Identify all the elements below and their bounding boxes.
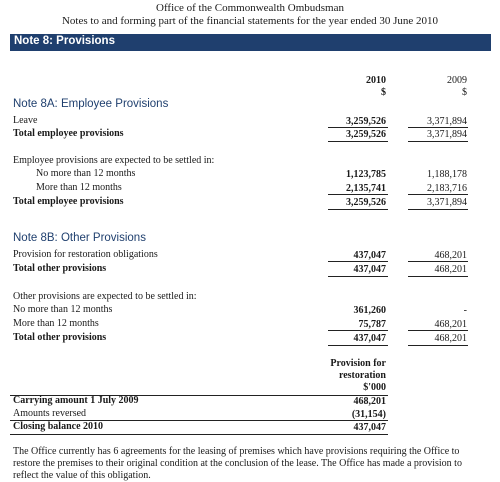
value-restoration-2009: 468,201 (434, 250, 467, 261)
value-other-no-more-12-2009: - (463, 305, 467, 316)
row-label-total-other: Total other provisions (13, 263, 107, 274)
rule (408, 194, 468, 195)
value-total-employee-2010: 3,259,526 (346, 129, 386, 140)
value-carrying-amount: 468,201 (353, 396, 386, 407)
value-other-no-more-12-2010: 361,260 (353, 305, 386, 316)
row-label-no-more-12: No more than 12 months (36, 168, 136, 179)
settled-intro-other: Other provisions are expected to be settled in: (13, 291, 197, 302)
value-closing-balance: 437,047 (353, 422, 386, 433)
rule (408, 141, 468, 142)
value-more-12-2010: 2,135,741 (346, 183, 386, 194)
rule (10, 434, 388, 435)
value-total-employee-settled-2010: 3,259,526 (346, 197, 386, 208)
value-no-more-12-2009: 1,188,178 (427, 169, 467, 180)
movement-header-line1: Provision for (330, 358, 386, 369)
value-no-more-12-2010: 1,123,785 (346, 169, 386, 180)
row-label-closing-balance: Closing balance 2010 (13, 421, 104, 432)
value-more-12-2009: 2,183,716 (427, 183, 467, 194)
row-label-carrying-amount: Carrying amount 1 July 2009 (13, 395, 139, 406)
rule (328, 276, 388, 277)
movement-header-unit: $'000 (363, 382, 386, 393)
row-label-leave: Leave (13, 115, 38, 126)
value-leave-2009: 3,371,894 (427, 116, 467, 127)
value-leave-2010: 3,259,526 (346, 116, 386, 127)
settled-intro-employee: Employee provisions are expected to be settled in: (13, 155, 215, 166)
row-label-more-12: More than 12 months (36, 182, 122, 193)
office-title: Office of the Commonwealth Ombudsman (156, 2, 344, 14)
column-unit-2009: $ (462, 87, 467, 98)
row-label-other-more-12: More than 12 months (13, 318, 99, 329)
rule (408, 276, 468, 277)
rule (328, 209, 388, 210)
section-heading-8b: Note 8B: Other Provisions (13, 232, 146, 244)
column-unit-2010: $ (381, 87, 386, 98)
rule (408, 209, 468, 210)
value-total-other-2009: 468,201 (434, 264, 467, 275)
row-label-total-employee-settled: Total employee provisions (13, 196, 124, 207)
value-total-other-2010: 437,047 (353, 264, 386, 275)
rule (408, 127, 468, 128)
value-total-employee-2009: 3,371,894 (427, 129, 467, 140)
row-label-total-employee: Total employee provisions (13, 128, 124, 139)
rule (328, 261, 388, 262)
note-title-bar (10, 34, 491, 51)
value-amounts-reversed: (31,154) (351, 409, 386, 420)
footnote-paragraph: The Office currently has 6 agreements for the leasing of premises which have provisions requiring the Office to restore the premises to their original condition at the conclusion of the lease. The Office has made a provision to reflect the value of this obligation. (13, 446, 462, 481)
value-total-employee-settled-2009: 3,371,894 (427, 197, 467, 208)
section-heading-8a: Note 8A: Employee Provisions (13, 98, 169, 110)
rule (328, 141, 388, 142)
column-header-2010: 2010 (366, 75, 386, 86)
row-label-amounts-reversed: Amounts reversed (13, 408, 87, 419)
value-other-more-12-2010: 75,787 (358, 319, 386, 330)
row-label-other-no-more-12: No more than 12 months (13, 304, 113, 315)
value-total-other-settled-2010: 437,047 (353, 333, 386, 344)
note-title: Note 8: Provisions (14, 35, 115, 47)
rule (328, 330, 388, 331)
rule (328, 127, 388, 128)
rule (408, 261, 468, 262)
rule (328, 194, 388, 195)
value-other-more-12-2009: 468,201 (434, 319, 467, 330)
rule (328, 345, 388, 346)
row-label-restoration: Provision for restoration obligations (13, 249, 158, 260)
value-restoration-2010: 437,047 (353, 250, 386, 261)
rule (408, 330, 468, 331)
value-total-other-settled-2009: 468,201 (434, 333, 467, 344)
movement-header-line2: restoration (338, 370, 386, 381)
statement-subtitle: Notes to and forming part of the financial statements for the year ended 30 June 2010 (61, 15, 439, 27)
column-header-2009: 2009 (447, 75, 467, 86)
rule (408, 345, 468, 346)
row-label-total-other-settled: Total other provisions (13, 332, 107, 343)
